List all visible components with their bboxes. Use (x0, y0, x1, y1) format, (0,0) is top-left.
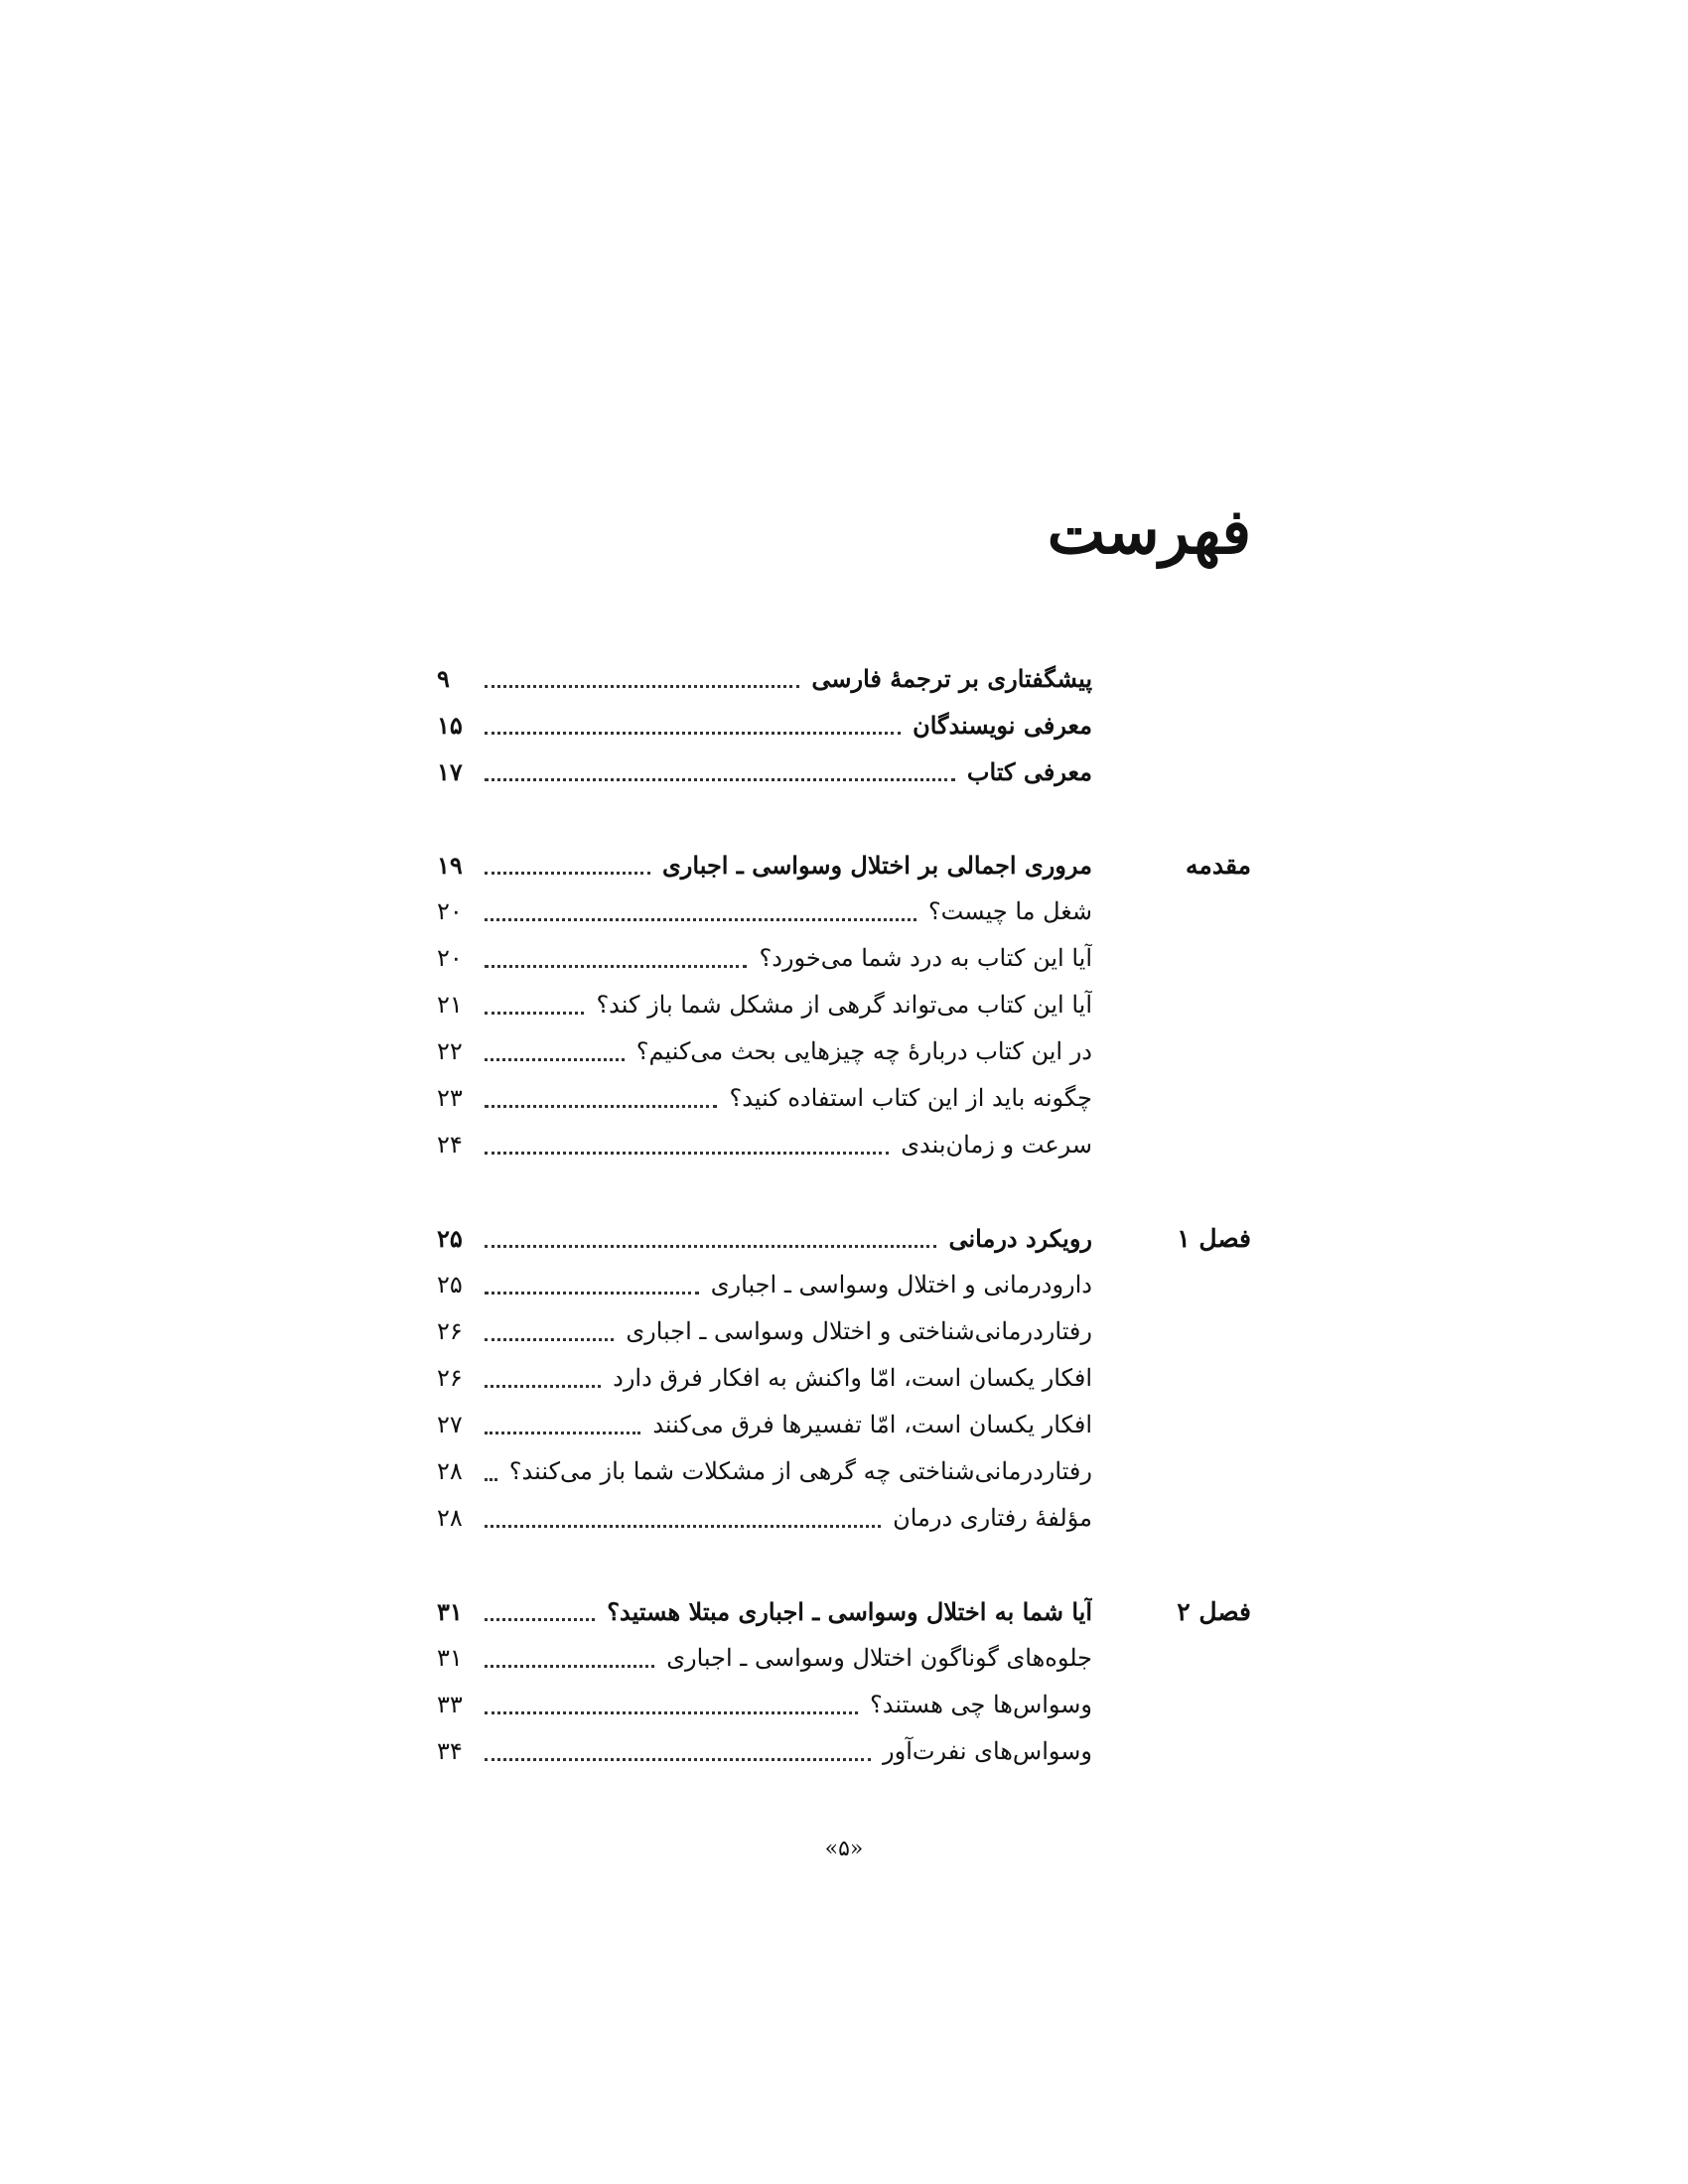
toc-entry-title: مؤلفهٔ رفتاری درمان (893, 1504, 1092, 1532)
toc-entry-page-number: ۲۰ (437, 944, 463, 972)
toc-entry-title: پیشگفتاری بر ترجمهٔ فارسی (811, 664, 1092, 693)
dot-leader (485, 732, 901, 735)
chapter-label: فصل ۱ (1177, 1224, 1251, 1253)
toc-entry[interactable] (437, 1308, 1092, 1355)
toc-entry[interactable] (437, 1448, 1092, 1495)
page-title: فهرست (1047, 495, 1251, 568)
toc-entry-title: وسواس‌های نفرت‌آور (883, 1737, 1092, 1765)
dot-leader (485, 1432, 640, 1434)
dot-leader (485, 1292, 699, 1295)
toc-entry-title: آیا شما به اختلال وسواسی ـ اجباری مبتلا هستید؟ (607, 1597, 1092, 1626)
dot-leader (485, 918, 916, 921)
dot-leader (485, 1478, 497, 1481)
chapter-label: فصل ۲ (1177, 1597, 1251, 1626)
toc-entries (437, 655, 1092, 795)
toc-entry[interactable] (437, 888, 1092, 935)
toc-entry-title: معرفی کتاب (966, 757, 1092, 786)
toc-entry[interactable] (437, 1495, 1092, 1542)
toc-entry[interactable] (437, 1355, 1092, 1402)
toc-entries (437, 842, 1092, 1168)
dot-leader (485, 965, 747, 968)
toc-entry-title: سرعت و زمان‌بندی (901, 1131, 1092, 1159)
toc-entry-page-number: ۲۳ (437, 1084, 463, 1112)
toc-entry[interactable] (437, 935, 1092, 982)
toc-entry-page-number: ۲۰ (437, 897, 463, 925)
dot-leader (485, 1618, 595, 1621)
toc-entry-title: در این کتاب دربارهٔ چه چیزهایی بحث می‌کنیم؟ (635, 1037, 1092, 1065)
toc-entry-title: مروری اجمالی بر اختلال وسواسی ـ اجباری (662, 851, 1092, 880)
toc-entry-title: رفتاردرمانی‌شناختی و اختلال وسواسی ـ اجباری (626, 1317, 1092, 1345)
toc-entry-page-number: ۲۶ (437, 1364, 463, 1392)
toc-entry-title: رفتاردرمانی‌شناختی چه گرهی از مشکلات شما باز می‌کنند؟ (508, 1457, 1092, 1485)
toc-entry[interactable] (437, 842, 1092, 888)
toc-entry-title: افکار یکسان است، امّا تفسیرها فرق می‌کنند (652, 1411, 1092, 1438)
toc-section-chapter-1 (437, 1215, 1251, 1542)
toc-entry-title: شغل ما چیست؟ (927, 897, 1092, 925)
dot-leader (485, 685, 799, 688)
toc-entry[interactable] (437, 1215, 1092, 1262)
toc-entry-page-number: ۲۸ (437, 1457, 463, 1485)
page-number-folio: «۵» (824, 1837, 864, 1861)
toc-entry[interactable] (437, 1682, 1092, 1728)
toc-entry-page-number: ۲۸ (437, 1504, 463, 1532)
toc-section-chapter-2 (437, 1588, 1251, 1775)
toc-entry[interactable] (437, 1122, 1092, 1168)
dot-leader (485, 1758, 871, 1761)
toc-front-matter (437, 655, 1251, 795)
toc-entry[interactable] (437, 1075, 1092, 1122)
dot-leader (485, 1105, 717, 1108)
dot-leader (485, 1665, 654, 1668)
toc-entry[interactable] (437, 749, 1092, 795)
toc-entry[interactable] (437, 982, 1092, 1028)
toc-section-introduction (437, 842, 1251, 1168)
toc-entry-page-number: ۲۲ (437, 1037, 463, 1065)
toc-entry-page-number: ۳۳ (437, 1691, 463, 1718)
toc-entry-page-number: ۱۹ (437, 851, 463, 880)
toc-entry-title: دارودرمانی و اختلال وسواسی ـ اجباری (710, 1271, 1092, 1298)
toc-entry[interactable] (437, 1028, 1092, 1075)
toc-entry[interactable] (437, 1588, 1092, 1635)
toc-entry-title: آیا این کتاب به درد شما می‌خورد؟ (759, 944, 1092, 972)
toc-entry-page-number: ۳۴ (437, 1737, 463, 1765)
toc-entry-title: وسواس‌ها چی هستند؟ (869, 1691, 1092, 1718)
toc-entry-page-number: ۲۵ (437, 1271, 463, 1298)
toc-entry-page-number: ۲۷ (437, 1411, 463, 1438)
toc-entry[interactable] (437, 1262, 1092, 1308)
toc-entry-page-number: ۹ (437, 664, 450, 693)
toc-entry-page-number: ۲۱ (437, 991, 463, 1019)
dot-leader (485, 1012, 584, 1015)
toc-entry-title: افکار یکسان است، امّا واکنش به افکار فرق دارد (613, 1364, 1092, 1392)
toc-entry-title: آیا این کتاب می‌تواند گرهی از مشکل شما باز کند؟ (596, 991, 1092, 1019)
toc-entry-page-number: ۲۶ (437, 1317, 463, 1345)
toc-entry[interactable] (437, 1728, 1092, 1775)
dot-leader (485, 1058, 625, 1061)
toc-entry-page-number: ۱۵ (437, 711, 463, 740)
dot-leader (485, 872, 650, 875)
dot-leader (485, 778, 955, 781)
toc-entries (437, 1215, 1092, 1542)
toc-entry-page-number: ۳۱ (437, 1644, 463, 1672)
toc-entry-page-number: ۳۱ (437, 1597, 463, 1626)
toc-entry[interactable] (437, 1402, 1092, 1448)
toc-entry-page-number: ۱۷ (437, 757, 463, 786)
toc-entry-page-number: ۲۴ (437, 1131, 463, 1159)
toc-entry[interactable] (437, 1635, 1092, 1682)
dot-leader (485, 1338, 614, 1341)
toc-entry[interactable] (437, 702, 1092, 749)
toc-entry-title: معرفی نویسندگان (913, 711, 1092, 740)
toc-entry-title: رویکرد درمانی (948, 1224, 1092, 1253)
toc-entry-title: چگونه باید از این کتاب استفاده کنید؟ (729, 1084, 1092, 1112)
dot-leader (485, 1385, 601, 1388)
toc-entry[interactable] (437, 655, 1092, 702)
chapter-label: مقدمه (1186, 851, 1251, 880)
dot-leader (485, 1711, 858, 1714)
dot-leader (485, 1525, 881, 1528)
dot-leader (485, 1245, 936, 1248)
toc-entries (437, 1588, 1092, 1775)
toc-entry-page-number: ۲۵ (437, 1224, 463, 1253)
toc-entry-title: جلوه‌های گوناگون اختلال وسواسی ـ اجباری (666, 1644, 1092, 1672)
dot-leader (485, 1152, 889, 1155)
